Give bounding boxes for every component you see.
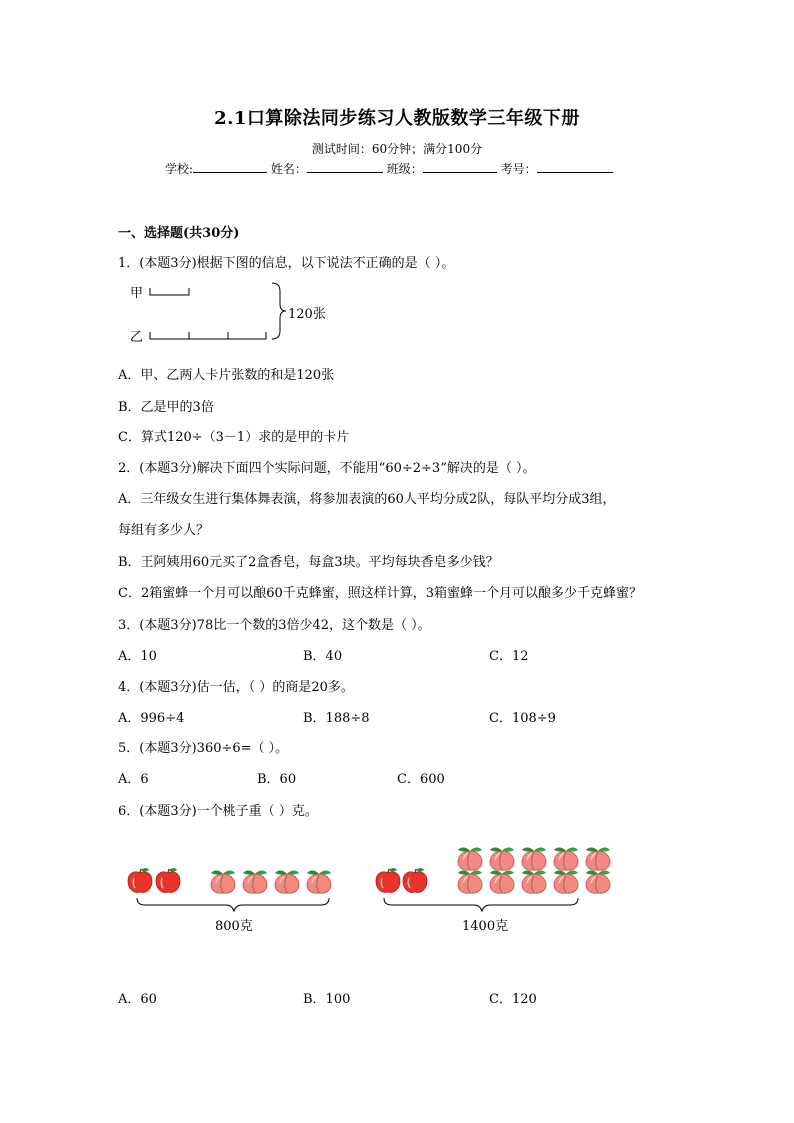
question-2-option-a-cont[interactable]: 每组有多少人？ — [118, 523, 210, 538]
right-group — [376, 848, 610, 912]
peach-icon — [554, 848, 578, 871]
peach-icon — [522, 871, 546, 894]
peach-icon — [458, 848, 482, 871]
question-3-option-c[interactable]: C．12 — [489, 649, 529, 664]
peach-icon — [586, 848, 610, 871]
question-6-option-c[interactable]: C．120 — [489, 992, 537, 1007]
question-3-option-a[interactable]: A．10 — [118, 649, 157, 664]
field-class: 班级： — [386, 162, 423, 176]
peach-icon — [586, 871, 610, 894]
school-blank[interactable] — [193, 160, 267, 173]
left-total-label: 800克 — [215, 919, 253, 934]
brace — [272, 283, 286, 339]
peach-icon — [522, 848, 546, 871]
peach-icon — [307, 871, 331, 894]
question-3-option-b[interactable]: B．40 — [303, 649, 343, 664]
apple-icon — [376, 868, 400, 892]
diagram-total: 120张 — [288, 307, 326, 322]
question-4-option-b[interactable]: B．188÷8 — [303, 711, 370, 726]
student-info-line — [165, 160, 613, 177]
question-5-stem: 5．(本题3分)360÷6=（ ）。 — [118, 741, 289, 756]
apple-icon — [156, 868, 180, 892]
question-5-option-a[interactable]: A．6 — [118, 772, 149, 787]
diagram-label-yi: 乙 — [130, 330, 144, 345]
question-4-option-a[interactable]: A．996÷4 — [118, 711, 185, 726]
question-1-option-c[interactable]: C．算式120÷（3－1）求的是甲的卡片 — [118, 430, 350, 445]
peach-icon — [554, 871, 578, 894]
question-5-option-c[interactable]: C．600 — [397, 772, 445, 787]
question-5-option-b[interactable]: B．60 — [257, 772, 297, 787]
name-blank[interactable] — [307, 160, 383, 173]
peach-icon — [490, 848, 514, 871]
field-school: 学校: — [165, 162, 194, 176]
peach-icon — [458, 871, 482, 894]
peach-icon — [275, 871, 299, 894]
segment-jia — [150, 288, 189, 295]
apple-icon — [403, 868, 427, 892]
question-6-stem: 6．(本题3分)一个桃子重（ ）克。 — [118, 804, 318, 819]
question-1-option-a[interactable]: A．甲、乙两人卡片张数的和是120张 — [118, 368, 335, 383]
segment-yi — [150, 332, 266, 339]
question-4-option-c[interactable]: C．108÷9 — [489, 711, 556, 726]
field-exam-number: 考号： — [500, 162, 537, 176]
question-2-stem: 2．(本题3分)解决下面四个实际问题，不能用“60÷2÷3”解决的是（ ）。 — [118, 461, 536, 476]
left-brace — [137, 898, 329, 911]
question-2-option-c[interactable]: C．2箱蜜蜂一个月可以酿60千克蜂蜜，照这样计算，3箱蜜蜂一个月可以酿多少千克蜂蜜？ — [118, 586, 643, 601]
diagram-label-jia: 甲 — [130, 286, 144, 301]
class-blank[interactable] — [423, 160, 497, 173]
right-total-label: 1400克 — [462, 919, 509, 934]
question-6-option-a[interactable]: A．60 — [118, 992, 157, 1007]
apple-icon — [128, 868, 152, 892]
question-3-stem: 3．(本题3分)78比一个数的3倍少42，这个数是（ ）。 — [118, 618, 431, 633]
question-6-option-b[interactable]: B．100 — [303, 992, 351, 1007]
left-group — [128, 868, 331, 911]
test-info: 测试时间：60分钟；满分100分 — [311, 142, 483, 156]
question-4-stem: 4．(本题3分)估一估，（ ）的商是20多。 — [118, 680, 354, 695]
right-brace — [384, 898, 578, 911]
field-name: 姓名： — [270, 162, 307, 176]
exam-number-blank[interactable] — [537, 160, 613, 173]
peach-icon — [211, 871, 235, 894]
peach-icon — [243, 871, 267, 894]
peach-icon — [490, 871, 514, 894]
question-2-option-b[interactable]: B．王阿姨用60元买了2盒香皂，每盒3块。平均每块香皂多少钱？ — [118, 555, 499, 570]
page-title: 2.1口算除法同步练习人教版数学三年级下册 — [214, 108, 580, 129]
section-title: 一、选择题(共30分) — [118, 226, 240, 241]
question-2-option-a[interactable]: A．三年级女生进行集体舞表演，将参加表演的60人平均分成2队，每队平均分成3组， — [118, 492, 616, 507]
question-1-stem: 1．(本题3分)根据下图的信息，以下说法不正确的是（ ）。 — [118, 256, 455, 271]
question-1-option-b[interactable]: B．乙是甲的3倍 — [118, 400, 214, 415]
